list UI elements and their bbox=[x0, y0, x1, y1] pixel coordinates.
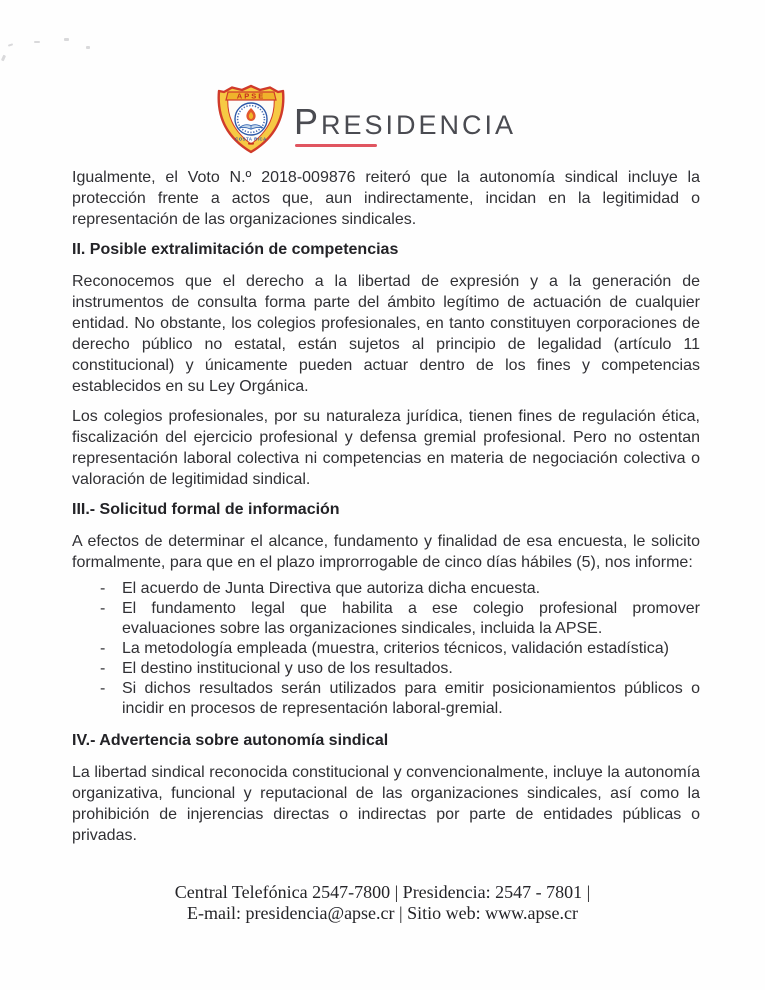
list-item-marker: - bbox=[100, 600, 106, 617]
list-item bbox=[100, 679, 700, 719]
paragraph: Los colegios profesionales, por su naturaleza jurídica, tienen fines de regulación ética, fiscalización del ejercicio profesional y defensa gremial profesional. Pero no ostentan representación laboral colectiva ni competencias en materia de negociación colectiva o valoración de legitimidad sindical. bbox=[72, 408, 700, 488]
list-item bbox=[100, 659, 700, 679]
wordmark-initial: P bbox=[294, 101, 322, 142]
scan-noise-speck bbox=[34, 41, 40, 43]
list-item-text: La metodología empleada (muestra, criterios técnicos, validación estadística) bbox=[122, 640, 669, 657]
section-heading-ii: II. Posible extralimitación de competencias bbox=[72, 241, 399, 258]
letter-body bbox=[72, 167, 700, 846]
apse-logo bbox=[212, 84, 290, 154]
scan-noise-speck bbox=[1, 55, 6, 62]
list-item-text: Si dichos resultados serán utilizados para emitir posicionamientos públicos o incidir en procesos de representación laboral-gremial. bbox=[122, 680, 700, 717]
intro-paragraph: Igualmente, el Voto N.º 2018-009876 reiteró que la autonomía sindical incluye la protección frente a actos que, aun indirectamente, incidan en la legitimidad o representación de las organizaciones sindicales. bbox=[72, 169, 700, 228]
list-item bbox=[100, 639, 700, 659]
list-item-text: El destino institucional y uso de los resultados. bbox=[122, 660, 453, 677]
wordmark-rest: RESIDENCIA bbox=[321, 110, 517, 140]
letter-footer bbox=[0, 882, 765, 924]
list-item-text: El fundamento legal que habilita a ese colegio profesional promover evaluaciones sobre las organizaciones sindicales, incluida la APSE. bbox=[122, 600, 700, 637]
request-list bbox=[100, 579, 700, 719]
section-heading-iv: IV.- Advertencia sobre autonomía sindical bbox=[72, 732, 389, 749]
footer-email-line: E-mail: presidencia@apse.cr | Sitio web: www.apse.cr bbox=[187, 903, 578, 923]
list-item bbox=[100, 599, 700, 639]
scan-noise-speck bbox=[64, 38, 69, 41]
list-item bbox=[100, 579, 700, 599]
scan-noise-speck bbox=[86, 46, 90, 49]
scan-noise-speck bbox=[8, 43, 13, 46]
list-item-text: El acuerdo de Junta Directiva que autoriza dicha encuesta. bbox=[122, 580, 541, 597]
list-item-marker: - bbox=[100, 580, 106, 597]
wordmark-red-underline bbox=[295, 144, 377, 147]
presidencia-wordmark bbox=[294, 98, 516, 140]
list-item-marker: - bbox=[100, 680, 106, 697]
paragraph: Reconocemos que el derecho a la libertad de expresión y a la generación de instrumentos de consulta forma parte del ámbito legítimo de actuación de cualquier entidad. No obstante, los colegios profesionales, en tanto constituyen corporaciones de derecho público no estatal, están sujetos al principio de legalidad (artículo 11 constitucional) y únicamente pueden actuar dentro de los fines y competencias establecidos en su Ley Orgánica. bbox=[72, 273, 700, 395]
logo-acronym-text: APSE bbox=[236, 91, 266, 101]
letterhead bbox=[212, 84, 765, 154]
list-item-marker: - bbox=[100, 660, 106, 677]
list-item-marker: - bbox=[100, 640, 106, 657]
paragraph: La libertad sindical reconocida constitucional y convencionalmente, incluye la autonomía organizativa, funcional y reputacional de las organizaciones sindicales, así como la prohibición de injerencias directas o indirectas por parte de entidades públicas o privadas. bbox=[72, 764, 700, 844]
footer-phone-line: Central Telefónica 2547-7800 | Presidencia: 2547 - 7801 | bbox=[174, 882, 591, 902]
section-heading-iii: III.- Solicitud formal de información bbox=[72, 501, 340, 518]
logo-small-red-mark bbox=[248, 143, 254, 145]
paragraph: A efectos de determinar el alcance, fundamento y finalidad de esa encuesta, le solicito formalmente, para que en el plazo improrrogable de cinco días hábiles (5), nos informe: bbox=[72, 533, 700, 571]
logo-country-text: COSTA RICA bbox=[235, 136, 267, 142]
